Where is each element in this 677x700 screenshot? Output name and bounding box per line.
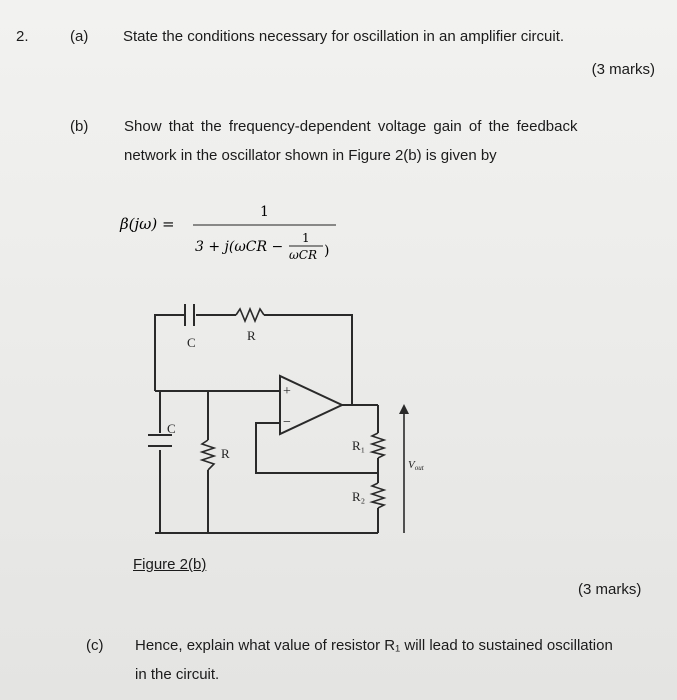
- resistor-r2: [372, 483, 384, 508]
- part-b-text-line2: network in the oscillator shown in Figure 2(b) is given by: [124, 147, 497, 164]
- label-plus: +: [283, 384, 291, 399]
- label-r-left: R: [221, 446, 230, 461]
- resistor-r-left: [202, 440, 214, 470]
- capacitor-c-top: [185, 304, 194, 326]
- part-a-marks: (3 marks): [591, 61, 655, 78]
- formula-inner-numerator: 1: [302, 231, 310, 245]
- beta-formula: [118, 196, 358, 271]
- part-b-marks: (3 marks): [578, 581, 642, 598]
- part-c-text-line2: in the circuit.: [135, 666, 220, 683]
- formula-lhs: β(jω) =: [120, 215, 175, 233]
- figure-caption: Figure 2(b): [133, 556, 207, 573]
- label-c-top: C: [187, 335, 196, 350]
- part-a-text: State the conditions necessary for oscillation in an amplifier circuit.: [123, 28, 565, 45]
- label-r-top: R: [247, 328, 256, 343]
- resistor-r1: [372, 433, 384, 458]
- formula-numerator: 1: [260, 204, 269, 220]
- formula-denominator: 3 + j(ωCR −: [195, 239, 284, 255]
- label-r2: R₂: [352, 489, 366, 504]
- vout-arrow-head: [399, 404, 409, 414]
- question-number: 2.: [16, 28, 29, 45]
- label-vout-main: V: [408, 459, 415, 471]
- part-a-label: (a): [70, 28, 89, 45]
- label-c-left: C: [167, 421, 176, 436]
- formula-inner-denominator: ωCR: [289, 248, 318, 262]
- label-r1: R₁: [352, 438, 366, 453]
- formula-close-paren: ): [324, 243, 330, 259]
- circuit-diagram: [140, 288, 470, 543]
- part-b-text-line1: Show that the frequency-dependent voltage gain of the feedback: [124, 118, 578, 135]
- resistor-r-top: [236, 309, 264, 321]
- label-vout: [408, 459, 425, 472]
- part-c-label: (c): [86, 637, 104, 654]
- label-vout-sub: out: [414, 464, 424, 472]
- label-minus: −: [283, 415, 291, 430]
- capacitor-c-left: [148, 435, 172, 446]
- part-c-text-line1: Hence, explain what value of resistor R₁ will lead to sustained oscillation: [135, 637, 613, 654]
- part-b-label: (b): [70, 118, 89, 135]
